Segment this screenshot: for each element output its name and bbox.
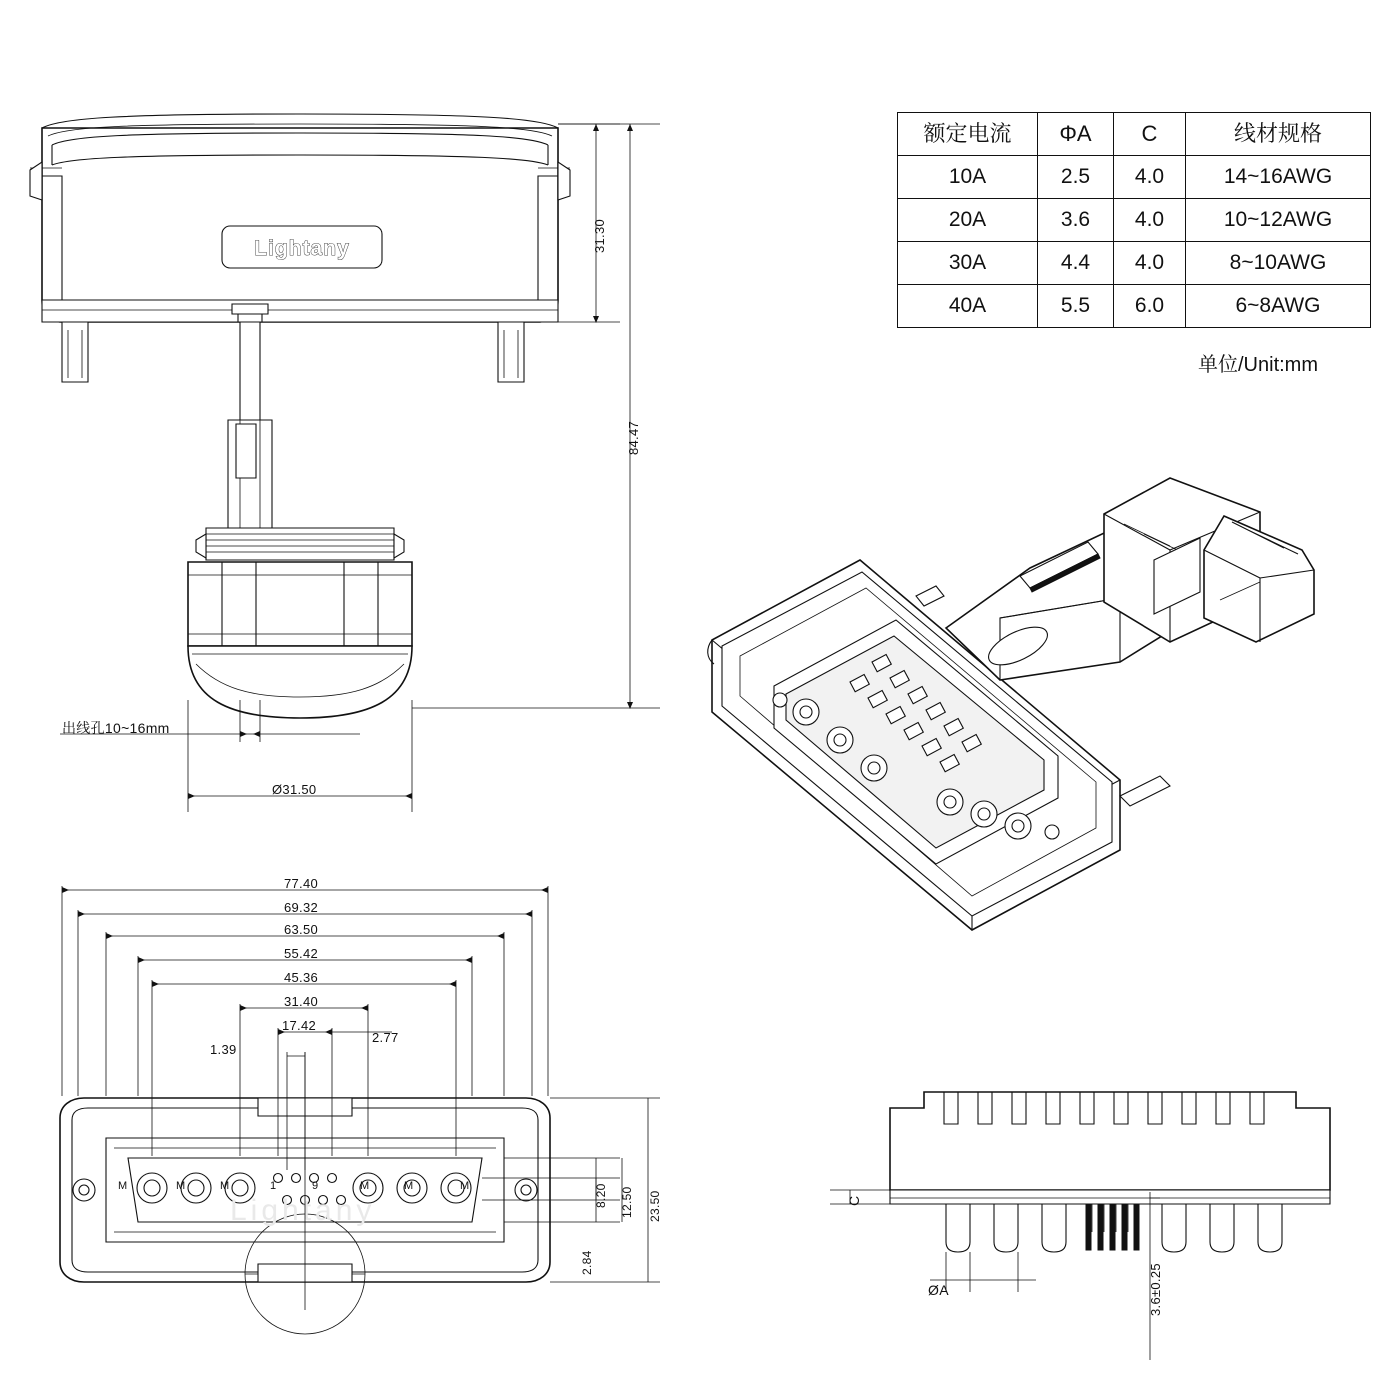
table-row <box>898 199 1371 242</box>
watermark-text: Lightany <box>230 1194 376 1227</box>
arrow-head <box>278 1029 285 1035</box>
arrow-head <box>138 957 145 963</box>
iso-view-graphic <box>700 450 1400 1010</box>
arrow-head <box>152 981 159 987</box>
arrow-head <box>188 793 195 799</box>
table-header-row <box>898 113 1371 156</box>
dim-total-height: 84.47 <box>626 420 641 455</box>
dim-63-50: 63.50 <box>284 922 319 937</box>
pin-mark: M <box>220 1180 230 1192</box>
dim-1-39: 1.39 <box>210 1042 237 1057</box>
table-header-wire: 线材规格 <box>1186 113 1371 156</box>
pin-mark: M <box>118 1180 128 1192</box>
brand-logo-text: Lightany <box>254 237 350 260</box>
arrow-head <box>325 1029 332 1035</box>
pin-mark: M <box>460 1180 470 1192</box>
unit-note: 单位/Unit:mm <box>1198 354 1318 376</box>
cell-wire: 10~12AWG <box>1186 199 1371 242</box>
dim-31-40: 31.40 <box>284 994 319 1009</box>
table-row <box>898 285 1371 328</box>
cell-c: 6.0 <box>1114 285 1186 328</box>
cell-wire: 14~16AWG <box>1186 156 1371 199</box>
dim-23-50: 23.50 <box>648 1190 662 1222</box>
arrow-head <box>627 702 633 709</box>
arrow-head <box>627 124 633 131</box>
pin-mark-9: 9 <box>312 1180 319 1192</box>
cell-c: 4.0 <box>1114 242 1186 285</box>
bottom-view-graphic <box>0 870 720 1330</box>
dim-8-20: 8.20 <box>594 1183 608 1208</box>
table-header-c: C <box>1114 113 1186 156</box>
cell-current: 10A <box>898 156 1038 199</box>
side-view-graphic <box>860 1080 1400 1380</box>
cell-phia: 4.4 <box>1038 242 1114 285</box>
arrow-head <box>593 316 599 323</box>
arrow-head <box>240 731 247 737</box>
arrow-head <box>78 911 85 917</box>
table-header-current: 额定电流 <box>898 113 1038 156</box>
table-row <box>898 242 1371 285</box>
arrow-head <box>106 933 113 939</box>
label-phi-a: ØA <box>928 1282 949 1298</box>
cell-phia: 2.5 <box>1038 156 1114 199</box>
table-row <box>898 156 1371 199</box>
pin-mark-1: 1 <box>270 1180 277 1192</box>
spec-table <box>897 112 1371 328</box>
label-c: C <box>846 1195 862 1206</box>
pin-mark: M <box>404 1180 414 1192</box>
cell-c: 4.0 <box>1114 199 1186 242</box>
pin-mark: M <box>360 1180 370 1192</box>
cell-current: 30A <box>898 242 1038 285</box>
cell-phia: 5.5 <box>1038 285 1114 328</box>
dim-69-32: 69.32 <box>284 900 319 915</box>
arrow-head <box>525 911 532 917</box>
arrow-head <box>240 1005 247 1011</box>
cell-wire: 6~8AWG <box>1186 285 1371 328</box>
dim-2-77: 2.77 <box>372 1030 399 1045</box>
arrow-head <box>405 793 412 799</box>
table-header-phia: ΦA <box>1038 113 1114 156</box>
dim-45-36: 45.36 <box>284 970 319 985</box>
dim-12-50: 12.50 <box>620 1186 634 1218</box>
dim-2-84: 2.84 <box>580 1250 594 1275</box>
arrow-head <box>253 731 260 737</box>
note-outlet-hole: 出线孔10~16mm <box>62 720 170 736</box>
dim-diameter: Ø31.50 <box>272 782 317 797</box>
arrow-head <box>62 887 69 893</box>
arrow-head <box>465 957 472 963</box>
dim-17-42: 17.42 <box>282 1018 317 1033</box>
dim-77-40: 77.40 <box>284 876 319 891</box>
dim-pin-length: 3.6±0.25 <box>1148 1263 1163 1316</box>
arrow-head <box>593 124 599 131</box>
dim-55-42: 55.42 <box>284 946 319 961</box>
cell-phia: 3.6 <box>1038 199 1114 242</box>
arrow-head <box>361 1005 368 1011</box>
cell-wire: 8~10AWG <box>1186 242 1371 285</box>
pin-mark: M <box>176 1180 186 1192</box>
cell-current: 20A <box>898 199 1038 242</box>
cell-c: 4.0 <box>1114 156 1186 199</box>
cell-current: 40A <box>898 285 1038 328</box>
arrow-head <box>541 887 548 893</box>
arrow-head <box>497 933 504 939</box>
arrow-head <box>449 981 456 987</box>
dim-body-height: 31.30 <box>592 218 607 253</box>
